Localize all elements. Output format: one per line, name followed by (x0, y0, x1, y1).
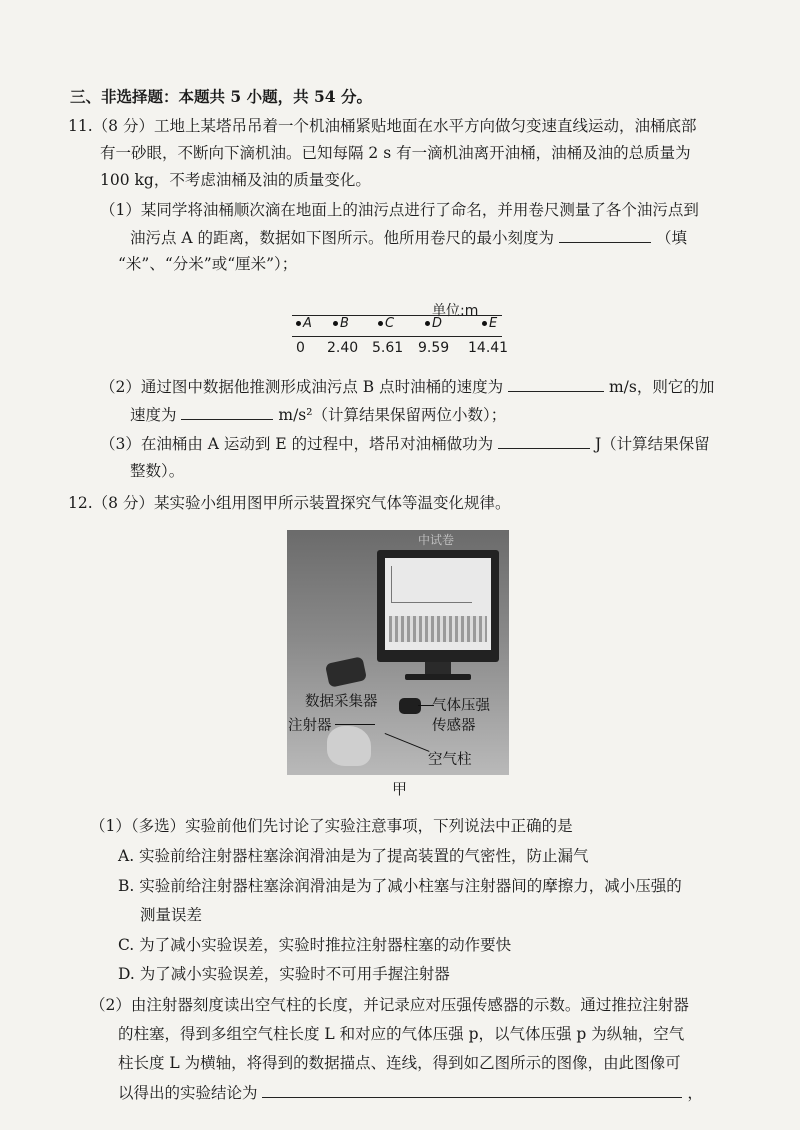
q11-p3-text-after: J（计算结果保留 (594, 435, 710, 453)
label-air-column: 空气柱 (428, 752, 472, 768)
q11-p2-accel-text-after: m/s²（计算结果保留两位小数）； (278, 406, 507, 424)
monitor-base (405, 674, 471, 680)
q12-p2-conclusion-text: 以得出的实验结论为 (118, 1084, 258, 1102)
point-e-label: E (489, 316, 498, 331)
value-b: 2.40 (327, 340, 359, 356)
q11-p1-text: 油污点 A 的距离，数据如下图所示。他所用卷尺的最小刻度为 (130, 229, 555, 247)
point-b-dot (333, 321, 338, 326)
point-d (425, 316, 442, 331)
screen-table (389, 616, 487, 642)
number-line-bottom-rule (292, 336, 502, 337)
q12-p2-conclusion-blank[interactable] (262, 1081, 682, 1098)
q12-p2-line-4 (118, 1081, 703, 1104)
value-c: 5.61 (372, 340, 404, 356)
q11-p3-line-1 (100, 432, 710, 455)
data-collector-device (325, 656, 367, 687)
q11-p2-accel-blank[interactable] (181, 403, 273, 420)
q11-p2-speed-blank[interactable] (508, 375, 604, 392)
q11-p2-line-2 (130, 403, 506, 426)
q11-p2-text: （2）通过图中数据他推测形成油污点 B 点时油桶的速度为 (100, 378, 504, 396)
value-d: 9.59 (418, 340, 450, 356)
q11-p2-line-1 (100, 375, 714, 398)
watermark: 中试卷 (418, 533, 455, 547)
q11-p1-line-1: （1）某同学将油桶顺次滴在地面上的油污点进行了命名，并用卷尺测量了各个油污点到 (100, 201, 699, 219)
q12-option-b-cont: 测量误差 (140, 906, 203, 924)
q12-p1-stem: （1）（多选）实验前他们先讨论了实验注意事项，下列说法中正确的是 (90, 817, 573, 835)
point-d-dot (425, 321, 430, 326)
number-line-unit: 单位:m (432, 303, 479, 319)
label-pressure-sensor-1: 气体压强 (432, 698, 490, 714)
sensor-leader-line (418, 705, 434, 706)
q11-p2-text-after: m/s，则它的加 (608, 378, 715, 396)
q12-option-c[interactable]: C. 为了减小实验误差，实验时推拉注射器柱塞的动作要快 (118, 936, 512, 954)
q11-line-2: 有一砂眼，不断向下滴机油。已知每隔 2 s 有一滴机油离开油桶，油桶及油的总质量为 (100, 144, 691, 162)
q11-line-3: 100 kg，不考虑油桶及油的质量变化。 (100, 171, 371, 189)
section-header: 三、非选择题：本题共 5 小题，共 54 分。 (70, 87, 372, 106)
point-b-label: B (340, 316, 349, 331)
q11-p2-accel-text: 速度为 (130, 406, 177, 424)
q11-p1-line-2 (130, 226, 687, 249)
value-a: 0 (296, 340, 305, 356)
q11-line-1: 11.（8 分）工地上某塔吊吊着一个机油桶紧贴地面在水平方向做匀变速直线运动，油桶底部 (68, 117, 697, 135)
point-e-dot (482, 321, 487, 326)
point-c-dot (378, 321, 383, 326)
syringe-leader-line (335, 724, 375, 725)
q12-option-b[interactable]: B. 实验前给注射器柱塞涂润滑油是为了减小柱塞与注射器间的摩擦力，减小压强的 (118, 877, 682, 895)
q11-p3-work-blank[interactable] (498, 432, 590, 449)
point-a (296, 316, 312, 331)
q12-p2-line-2: 的柱塞，得到多组空气柱长度 L 和对应的气体压强 p，以气体压强 p 为纵轴，空气 (118, 1025, 685, 1043)
point-e (482, 316, 497, 331)
label-data-collector: 数据采集器 (305, 694, 378, 710)
point-d-label: D (432, 316, 443, 331)
hand-holding-syringe (327, 726, 371, 766)
point-a-dot (296, 321, 301, 326)
point-c-label: C (385, 316, 395, 331)
q11-p3-line-2: 整数）。 (130, 462, 185, 480)
point-c (378, 316, 394, 331)
number-line-top-rule (292, 315, 502, 316)
q11-p1-answer-blank[interactable] (559, 226, 651, 243)
point-a-label: A (303, 316, 312, 331)
label-syringe: 注射器 (288, 718, 332, 734)
q12-option-a[interactable]: A. 实验前给注射器柱塞涂润滑油是为了提高装置的气密性，防止漏气 (118, 847, 589, 865)
label-pressure-sensor-2: 传感器 (432, 718, 476, 734)
q11-p1-line-3: “米”、“分米”或“厘米”）； (118, 255, 298, 273)
q11-p3-text: （3）在油桶由 A 运动到 E 的过程中，塔吊对油桶做功为 (100, 435, 494, 453)
point-b (333, 316, 349, 331)
screen-graph (391, 566, 472, 603)
figure-caption: 甲 (392, 780, 408, 798)
q12-p2-line-1: （2）由注射器刻度读出空气柱的长度，并记录应对压强传感器的示数。通过推拉注射器 (90, 996, 689, 1014)
q12-option-d[interactable]: D. 为了减小实验误差，实验时不可用手握注射器 (118, 965, 450, 983)
pressure-sensor-device (399, 698, 421, 714)
q12-p2-comma: ， (687, 1084, 703, 1102)
q11-p1-text-after: （填 (655, 229, 687, 247)
q12-p2-line-3: 柱长度 L 为横轴，将得到的数据描点、连线，得到如乙图所示的图像，由此图像可 (118, 1054, 681, 1072)
value-e: 14.41 (468, 340, 509, 356)
q12-intro: 12.（8 分）某实验小组用图甲所示装置探究气体等温变化规律。 (68, 494, 511, 512)
